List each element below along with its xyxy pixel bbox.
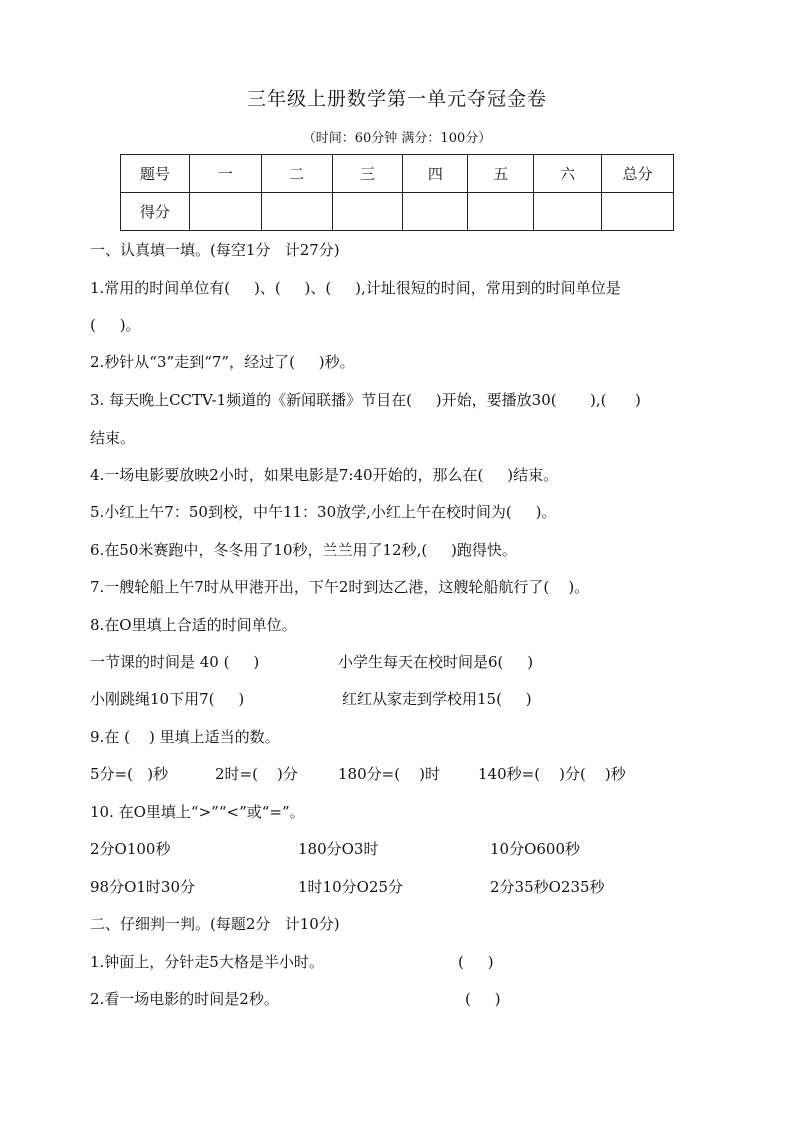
- score-input-cell[interactable]: [534, 193, 602, 231]
- judge-question-2: 2.看一场电影的时间是2秒。: [90, 990, 279, 1008]
- score-table-header-row: [121, 155, 674, 193]
- score-input-cell[interactable]: [332, 193, 403, 231]
- score-table: [120, 154, 674, 231]
- score-table-header-cell: 一: [189, 155, 261, 193]
- question-9-item: 2时=( )分: [215, 765, 298, 783]
- score-table-header-cell: 五: [468, 155, 534, 193]
- score-input-cell[interactable]: [189, 193, 261, 231]
- question-10: 10. 在O里填上“>”“<”或“=”。: [90, 803, 305, 821]
- question-8-item: 小学生每天在校时间是6( ): [338, 653, 534, 671]
- section-1-heading: 一、认真填一填。(每空1分 计27分): [90, 241, 340, 259]
- question-10-item: 10分O600秒: [490, 840, 581, 858]
- score-table-header-cell: 二: [261, 155, 332, 193]
- score-input-cell[interactable]: [602, 193, 674, 231]
- judge-answer-mark[interactable]: ( ): [465, 990, 501, 1008]
- score-table-header-cell: 四: [403, 155, 468, 193]
- judge-question-1: 1.钟面上，分针走5大格是半小时。: [90, 953, 324, 971]
- question-7: 7.一艘轮船上午7时从甲港开出，下午2时到达乙港，这艘轮船航行了( )。: [90, 578, 590, 596]
- question-8-item: 红红从家走到学校用15( ): [342, 690, 532, 708]
- question-4: 4.一场电影要放映2小时，如果电影是7:40开始的，那么在( )结束。: [90, 466, 559, 484]
- exam-subtitle: （时间：60分钟 满分：100分）: [302, 131, 492, 146]
- score-input-cell[interactable]: [261, 193, 332, 231]
- question-9-item: 5分=( )秒: [90, 765, 169, 783]
- question-1-line-1: 1.常用的时间单位有( )、( )、( ),计址很短的时间，常用到的时间单位是: [90, 279, 621, 297]
- question-8-item: 一节课的时间是 40 ( ): [90, 653, 260, 671]
- score-input-cell[interactable]: [468, 193, 534, 231]
- score-table-header-cell: 六: [534, 155, 602, 193]
- question-5: 5.小红上午7：50到校，中午11：30放学,小红上午在校时间为( )。: [90, 503, 557, 521]
- question-8: 8.在O里填上合适的时间单位。: [90, 616, 297, 634]
- question-3-line-1: 3. 每天晚上CCTV-1频道的《新闻联播》节目在( )开始，要播放30( ),( ): [90, 391, 641, 409]
- question-9: 9.在 ( ) 里填上适当的数。: [90, 728, 280, 746]
- question-2: 2.秒针从“3”走到“7”，经过了( )秒。: [90, 353, 355, 371]
- section-2-heading: 二、仔细判一判。(每题2分 计10分): [90, 915, 340, 933]
- exam-title: 三年级上册数学第一单元夺冠金卷: [246, 88, 547, 110]
- question-10-item: 2分O100秒: [90, 840, 171, 858]
- question-9-item: 140秒=( )分( )秒: [478, 765, 626, 783]
- question-10-item: 1时10分O25分: [298, 878, 404, 896]
- judge-answer-mark[interactable]: ( ): [458, 953, 494, 971]
- score-row-label: 得分: [121, 193, 190, 231]
- question-3-line-2: 结束。: [90, 429, 136, 447]
- score-table-score-row: [121, 193, 674, 231]
- question-8-item: 小刚跳绳10下用7( ): [90, 690, 245, 708]
- score-input-cell[interactable]: [403, 193, 468, 231]
- question-10-item: 2分35秒O235秒: [490, 878, 605, 896]
- score-table-header-cell: 总分: [602, 155, 674, 193]
- score-table-header-cell: 题号: [121, 155, 190, 193]
- question-9-item: 180分=( )时: [338, 765, 440, 783]
- question-6: 6.在50米赛跑中，冬冬用了10秒，兰兰用了12秒,( )跑得快。: [90, 541, 517, 559]
- question-10-item: 98分O1时30分: [90, 878, 196, 896]
- question-1-line-2: ( )。: [90, 316, 141, 334]
- question-10-item: 180分O3时: [298, 840, 379, 858]
- score-table-header-cell: 三: [332, 155, 403, 193]
